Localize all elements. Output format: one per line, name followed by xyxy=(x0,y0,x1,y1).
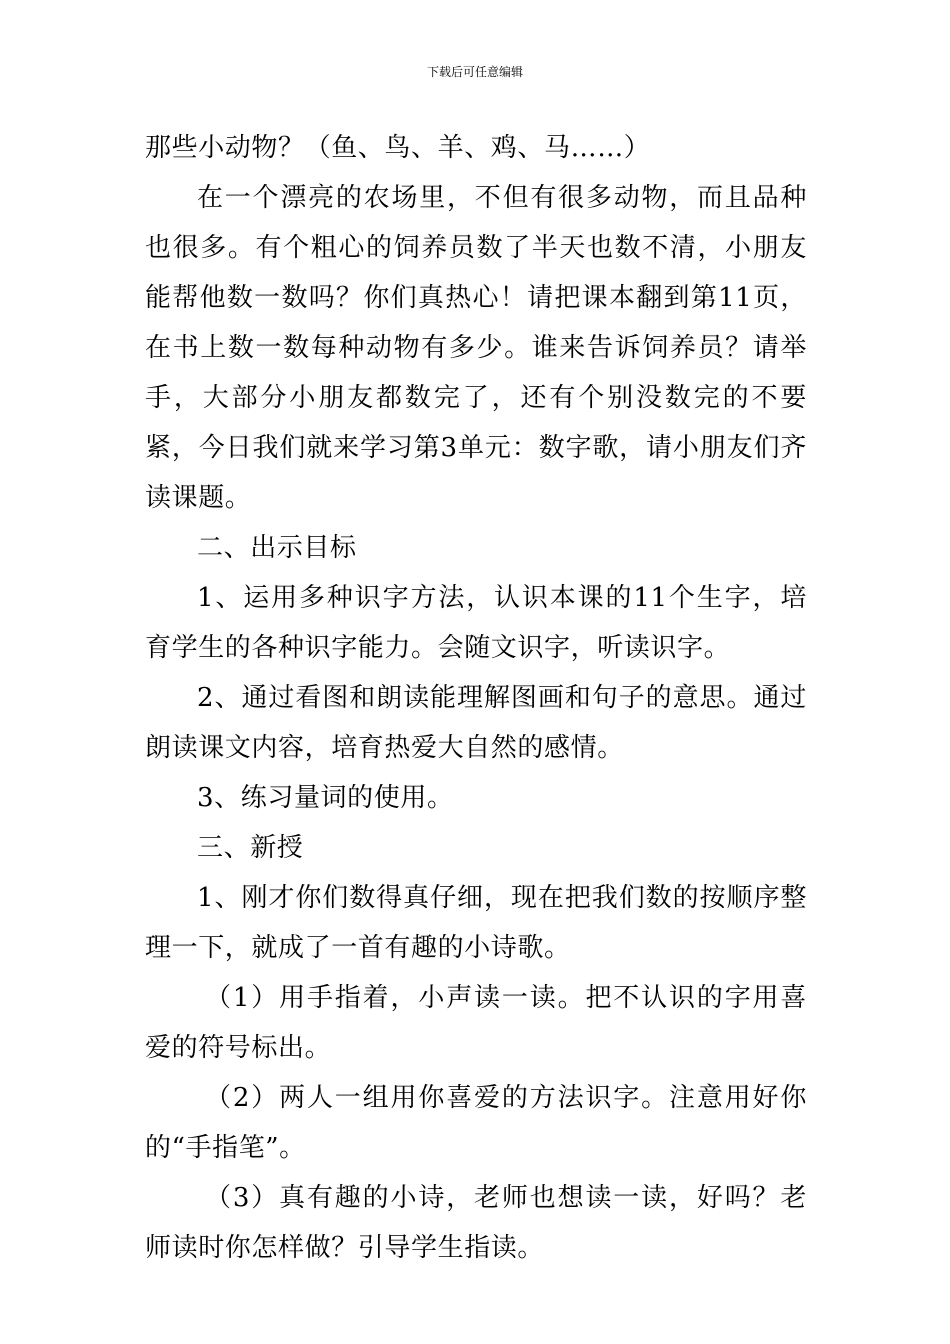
paragraph-farm-story: 在一个漂亮的农场里，不但有很多动物，而且品种也很多。有个粗心的饲养员数了半天也数不清，小朋友能帮他数一数吗？你们真热心！请把课本翻到第11页，在书上数一数每种动物有多少。谁来告诉饲养员？请举手，大部分小朋友都数完了，还有个别没数完的不要紧，今日我们就来学习第3单元：数字歌，请小朋友们齐读课题。 xyxy=(145,183,807,513)
paragraph-intro-question: 那些小动物？（鱼、鸟、羊、鸡、马……） xyxy=(145,133,651,163)
section-heading-new-lesson: 三、新授 xyxy=(197,833,304,863)
objective-item-1: 1、运用多种识字方法，认识本课的11个生字，培育学生的各种识字能力。会随文识字，听读识字。 xyxy=(145,583,807,663)
objective-item-2: 2、通过看图和朗读能理解图画和句子的意思。通过朗读课文内容，培育热爱大自然的感情。 xyxy=(145,683,807,763)
lesson-step-1: 1、刚才你们数得真仔细，现在把我们数的按顺序整理一下，就成了一首有趣的小诗歌。 xyxy=(145,883,807,963)
lesson-substep-2: （2）两人一组用你喜爱的方法识字。注意用好你的“手指笔”。 xyxy=(145,1083,807,1163)
page-header: 下载后可任意编辑 xyxy=(426,65,523,79)
lesson-substep-1: （1）用手指着，小声读一读。把不认识的字用喜爱的符号标出。 xyxy=(145,983,807,1063)
objective-item-3: 3、练习量词的使用。 xyxy=(197,783,454,813)
lesson-substep-3: （3）真有趣的小诗，老师也想读一读，好吗？老师读时你怎样做？引导学生指读。 xyxy=(145,1183,807,1263)
document-body xyxy=(145,123,807,1273)
section-heading-objectives: 二、出示目标 xyxy=(197,533,357,563)
